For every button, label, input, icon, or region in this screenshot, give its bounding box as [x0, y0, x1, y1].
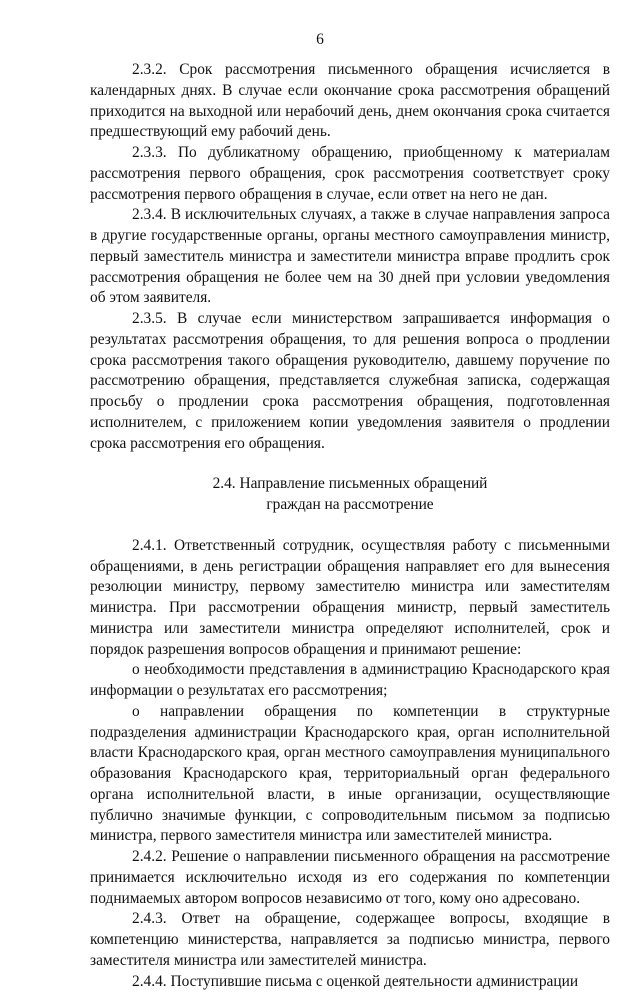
paragraph-2-4-2: 2.4.2. Решение о направлении письменного обращения на рассмотрение принимается исключительно исходя из его содержания по компетенции поднимаемых автором вопросов независимо от того, кому оно адресовано. [90, 847, 610, 909]
page-number: 6 [0, 30, 640, 50]
paragraph-2-3-5: 2.3.5. В случае если министерством запрашивается информация о результатах рассмотрения обращения, то для решения вопроса о продлении срока рассмотрения такого обращения руководителю, давшему поручение по рассмотрению обращения, представляется служебная записка, содержащая просьбу о продлении срока рассмотрения обращения, подготовленная исполнителем, с приложением копии уведомления заявителя о продлении срока рассмотрения его обращения. [90, 309, 610, 454]
paragraph-2-3-4: 2.3.4. В исключительных случаях, а также в случае направления запроса в другие государственные органы, органы местного самоуправления министр, первый заместитель министра и заместители министра вправе продлить срок рассмотрения обращения не более чем на 30 дней при условии уведомления об этом заявителя. [90, 205, 610, 309]
paragraph-decision-info: о необходимости представления в администрацию Краснодарского края информации о результатах его рассмотрения; [90, 660, 610, 702]
paragraph-2-4-4: 2.4.4. Поступившие письма с оценкой деятельности администрации [90, 972, 610, 992]
section-heading-line-1: 2.4. Направление письменных обращений [90, 474, 610, 495]
section-heading-2-4 [90, 474, 610, 516]
paragraph-2-4-3: 2.4.3. Ответ на обращение, содержащее вопросы, входящие в компетенцию министерства, направляется за подписью министра, первого заместителя министра или заместителей министра. [90, 909, 610, 971]
paragraph-2-3-2: 2.3.2. Срок рассмотрения письменного обращения исчисляется в календарных днях. В случае если окончание срока рассмотрения обращений приходится на выходной или нерабочий день, днем окончания срока считается предшествующий ему рабочий день. [90, 60, 610, 143]
paragraph-2-4-1: 2.4.1. Ответственный сотрудник, осуществляя работу с письменными обращениями, в день регистрации обращения направляет его для вынесения резолюции министру, первому заместителю министра или заместителям министра. При рассмотрении обращения министр, первый заместитель министра или заместители министра определяют исполнителей, срок и порядок разрешения вопросов обращения и принимают решение: [90, 536, 610, 661]
section-heading-line-2: граждан на рассмотрение [90, 495, 610, 516]
paragraph-decision-referral: о направлении обращения по компетенции в структурные подразделения администрации Краснодарского края, орган исполнительной власти Краснодарского края, орган местного самоуправления муниципального образования Краснодарского края, территориальный орган федерального органа исполнительной власти, в иные организации, осуществляющие публично значимые функции, с сопроводительным письмом за подписью министра, первого заместителя министра или заместителей министра. [90, 702, 610, 847]
paragraph-2-3-3: 2.3.3. По дубликатному обращению, приобщенному к материалам рассмотрения первого обращения, срок рассмотрения соответствует сроку рассмотрения первого обращения в случае, если ответ на него не дан. [90, 143, 610, 205]
document-body [90, 60, 610, 992]
